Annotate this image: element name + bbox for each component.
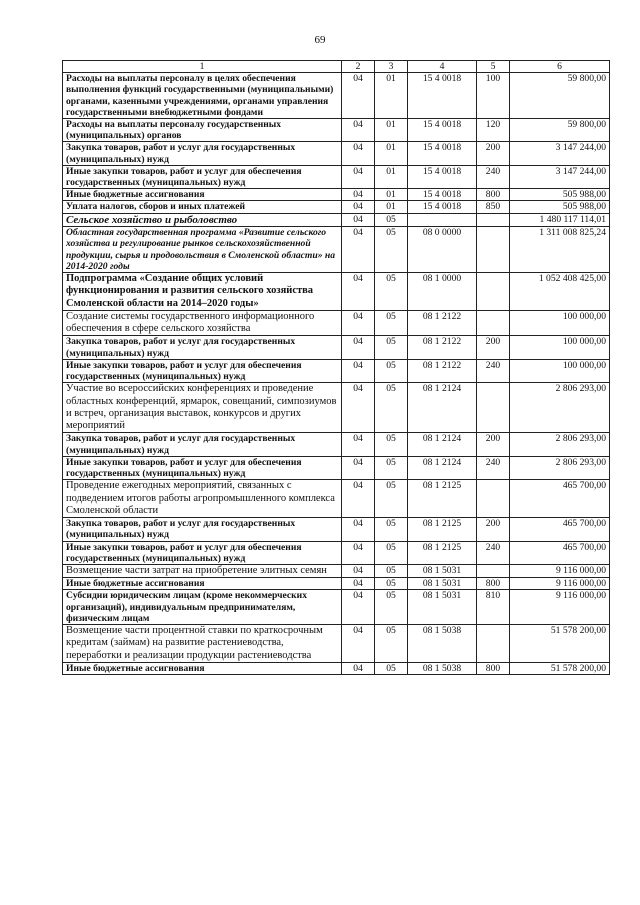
target-article-cell: 08 1 2125	[408, 518, 477, 541]
expense-type-cell: 200	[477, 336, 510, 359]
section-code-cell: 04	[342, 165, 375, 188]
section-code-cell: 04	[342, 119, 375, 142]
amount-cell: 1 311 008 825,24	[510, 227, 610, 273]
expense-name-cell: Иные закупки товаров, работ и услуг для обеспечения государственных (муниципальных) нужд	[63, 359, 342, 382]
expense-name-cell: Закупка товаров, работ и услуг для государственных (муниципальных) нужд	[63, 433, 342, 456]
target-article-cell: 15 4 0018	[408, 165, 477, 188]
table-row	[63, 564, 610, 577]
table-header-row	[63, 61, 610, 73]
target-article-cell	[408, 213, 477, 227]
table-row	[63, 73, 610, 119]
column-header-2: 2	[342, 61, 375, 73]
target-article-cell: 08 1 5031	[408, 590, 477, 625]
expense-type-cell: 240	[477, 359, 510, 382]
target-article-cell: 08 1 5031	[408, 564, 477, 577]
section-code-cell: 04	[342, 662, 375, 674]
section-code-cell: 04	[342, 541, 375, 564]
subsection-code-cell: 05	[375, 541, 408, 564]
section-code-cell: 04	[342, 518, 375, 541]
expense-name-cell: Возмещение части процентной ставки по краткосрочным кредитам (займам) на развитие растениеводства, переработки и реализации продукции растениеводства	[63, 625, 342, 663]
section-code-cell: 04	[342, 73, 375, 119]
table-row	[63, 272, 610, 310]
expense-name-cell: Уплата налогов, сборов и иных платежей	[63, 201, 342, 213]
section-code-cell: 04	[342, 433, 375, 456]
subsection-code-cell: 05	[375, 456, 408, 479]
column-header-5: 5	[477, 61, 510, 73]
column-header-3: 3	[375, 61, 408, 73]
section-code-cell: 04	[342, 201, 375, 213]
amount-cell: 9 116 000,00	[510, 578, 610, 590]
expense-type-cell	[477, 625, 510, 663]
column-header-6: 6	[510, 61, 610, 73]
expense-type-cell	[477, 227, 510, 273]
section-code-cell: 04	[342, 189, 375, 201]
amount-cell: 2 806 293,00	[510, 433, 610, 456]
section-code-cell: 04	[342, 383, 375, 433]
expense-name-cell: Сельское хозяйство и рыболовство	[63, 213, 342, 227]
expense-name-cell: Закупка товаров, работ и услуг для государственных (муниципальных) нужд	[63, 142, 342, 165]
target-article-cell: 15 4 0018	[408, 189, 477, 201]
expense-type-cell: 240	[477, 541, 510, 564]
amount-cell: 1 052 408 425,00	[510, 272, 610, 310]
expense-name-cell: Субсидии юридическим лицам (кроме некоммерческих организаций), индивидуальным предпринимателям, физическим лицам	[63, 590, 342, 625]
table-row	[63, 662, 610, 674]
expense-type-cell: 100	[477, 73, 510, 119]
expense-name-cell: Иные бюджетные ассигнования	[63, 662, 342, 674]
table-row	[63, 359, 610, 382]
expense-type-cell	[477, 213, 510, 227]
table-row	[63, 119, 610, 142]
amount-cell: 505 988,00	[510, 201, 610, 213]
target-article-cell: 08 1 5038	[408, 625, 477, 663]
expense-name-cell: Иные закупки товаров, работ и услуг для обеспечения государственных (муниципальных) нужд	[63, 456, 342, 479]
expense-type-cell: 120	[477, 119, 510, 142]
section-code-cell: 04	[342, 625, 375, 663]
subsection-code-cell: 01	[375, 142, 408, 165]
target-article-cell: 08 1 5038	[408, 662, 477, 674]
table-row	[63, 165, 610, 188]
table-row	[63, 383, 610, 433]
expense-name-cell: Закупка товаров, работ и услуг для государственных (муниципальных) нужд	[63, 336, 342, 359]
section-code-cell: 04	[342, 578, 375, 590]
amount-cell: 9 116 000,00	[510, 564, 610, 577]
section-code-cell: 04	[342, 272, 375, 310]
column-header-4: 4	[408, 61, 477, 73]
table-row	[63, 518, 610, 541]
column-header-1: 1	[63, 61, 342, 73]
table-row	[63, 189, 610, 201]
table-row	[63, 625, 610, 663]
section-code-cell: 04	[342, 456, 375, 479]
target-article-cell: 08 1 2124	[408, 433, 477, 456]
table-row	[63, 456, 610, 479]
expense-type-cell: 200	[477, 433, 510, 456]
target-article-cell: 08 1 5031	[408, 578, 477, 590]
table-row	[63, 578, 610, 590]
expense-name-cell: Закупка товаров, работ и услуг для государственных (муниципальных) нужд	[63, 518, 342, 541]
section-code-cell: 04	[342, 590, 375, 625]
subsection-code-cell: 05	[375, 625, 408, 663]
subsection-code-cell: 01	[375, 119, 408, 142]
expense-type-cell: 800	[477, 578, 510, 590]
amount-cell: 59 800,00	[510, 73, 610, 119]
expense-type-cell: 240	[477, 456, 510, 479]
expense-type-cell: 200	[477, 518, 510, 541]
table-row	[63, 480, 610, 518]
target-article-cell: 08 1 2125	[408, 541, 477, 564]
expense-name-cell: Участие во всероссийских конференциях и проведение областных конференций, ярмарок, совещаний, симпозиумов и встреч, организация выставок, конкурсов и других мероприятий	[63, 383, 342, 433]
table-row	[63, 213, 610, 227]
section-code-cell: 04	[342, 480, 375, 518]
amount-cell: 465 700,00	[510, 518, 610, 541]
target-article-cell: 08 0 0000	[408, 227, 477, 273]
amount-cell: 2 806 293,00	[510, 456, 610, 479]
amount-cell: 100 000,00	[510, 310, 610, 336]
target-article-cell: 08 1 2122	[408, 336, 477, 359]
target-article-cell: 08 1 2124	[408, 383, 477, 433]
table-row	[63, 590, 610, 625]
expense-type-cell	[477, 564, 510, 577]
subsection-code-cell: 05	[375, 227, 408, 273]
expense-name-cell: Подпрограмма «Создание общих условий функционирования и развития сельского хозяйства Смоленской области на 2014–2020 годы»	[63, 272, 342, 310]
expense-type-cell: 810	[477, 590, 510, 625]
subsection-code-cell: 05	[375, 433, 408, 456]
table-row	[63, 433, 610, 456]
table-row	[63, 336, 610, 359]
amount-cell: 505 988,00	[510, 189, 610, 201]
budget-table	[62, 60, 610, 675]
table-row	[63, 310, 610, 336]
amount-cell: 465 700,00	[510, 541, 610, 564]
subsection-code-cell: 01	[375, 201, 408, 213]
subsection-code-cell: 05	[375, 564, 408, 577]
target-article-cell: 08 1 2122	[408, 359, 477, 382]
expense-type-cell: 800	[477, 189, 510, 201]
target-article-cell: 15 4 0018	[408, 201, 477, 213]
amount-cell: 51 578 200,00	[510, 625, 610, 663]
amount-cell: 100 000,00	[510, 359, 610, 382]
expense-name-cell: Расходы на выплаты персоналу в целях обеспечения выполнения функций государственными (муниципальными) органами, казенными учреждениями, органами управления государственными внебюджетными фондами	[63, 73, 342, 119]
expense-type-cell: 850	[477, 201, 510, 213]
expense-name-cell: Расходы на выплаты персоналу государственных (муниципальных) органов	[63, 119, 342, 142]
table-row	[63, 227, 610, 273]
amount-cell: 51 578 200,00	[510, 662, 610, 674]
amount-cell: 465 700,00	[510, 480, 610, 518]
section-code-cell: 04	[342, 213, 375, 227]
expense-name-cell: Иные бюджетные ассигнования	[63, 578, 342, 590]
section-code-cell: 04	[342, 359, 375, 382]
section-code-cell: 04	[342, 227, 375, 273]
subsection-code-cell: 05	[375, 310, 408, 336]
amount-cell: 2 806 293,00	[510, 383, 610, 433]
subsection-code-cell: 05	[375, 383, 408, 433]
subsection-code-cell: 05	[375, 480, 408, 518]
subsection-code-cell: 05	[375, 590, 408, 625]
subsection-code-cell: 05	[375, 578, 408, 590]
amount-cell: 1 480 117 114,01	[510, 213, 610, 227]
expense-name-cell: Проведение ежегодных мероприятий, связанных с подведением итогов работы агропромышленного комплекса Смоленской области	[63, 480, 342, 518]
amount-cell: 9 116 000,00	[510, 590, 610, 625]
subsection-code-cell: 05	[375, 336, 408, 359]
amount-cell: 100 000,00	[510, 336, 610, 359]
expense-name-cell: Возмещение части затрат на приобретение элитных семян	[63, 564, 342, 577]
subsection-code-cell: 01	[375, 73, 408, 119]
table-row	[63, 201, 610, 213]
expense-type-cell: 240	[477, 165, 510, 188]
amount-cell: 3 147 244,00	[510, 142, 610, 165]
expense-name-cell: Создание системы государственного информационного обеспечения в сфере сельского хозяйства	[63, 310, 342, 336]
target-article-cell: 08 1 2124	[408, 456, 477, 479]
expense-type-cell: 800	[477, 662, 510, 674]
expense-name-cell: Иные бюджетные ассигнования	[63, 189, 342, 201]
subsection-code-cell: 05	[375, 359, 408, 382]
expense-type-cell	[477, 310, 510, 336]
subsection-code-cell: 05	[375, 518, 408, 541]
subsection-code-cell: 05	[375, 272, 408, 310]
target-article-cell: 15 4 0018	[408, 142, 477, 165]
section-code-cell: 04	[342, 564, 375, 577]
expense-name-cell: Иные закупки товаров, работ и услуг для обеспечения государственных (муниципальных) нужд	[63, 165, 342, 188]
expense-type-cell: 200	[477, 142, 510, 165]
table-row	[63, 142, 610, 165]
target-article-cell: 15 4 0018	[408, 73, 477, 119]
target-article-cell: 15 4 0018	[408, 119, 477, 142]
expense-type-cell	[477, 480, 510, 518]
section-code-cell: 04	[342, 310, 375, 336]
subsection-code-cell: 01	[375, 189, 408, 201]
amount-cell: 3 147 244,00	[510, 165, 610, 188]
page-number: 69	[314, 34, 326, 46]
target-article-cell: 08 1 2125	[408, 480, 477, 518]
expense-type-cell	[477, 383, 510, 433]
amount-cell: 59 800,00	[510, 119, 610, 142]
expense-type-cell	[477, 272, 510, 310]
subsection-code-cell: 01	[375, 165, 408, 188]
target-article-cell: 08 1 0000	[408, 272, 477, 310]
subsection-code-cell: 05	[375, 213, 408, 227]
section-code-cell: 04	[342, 336, 375, 359]
expense-name-cell: Областная государственная программа «Развитие сельского хозяйства и регулирование рынков сельскохозяйственной продукции, сырья и продовольствия в Смоленской области» на 2014-2020 годы	[63, 227, 342, 273]
subsection-code-cell: 05	[375, 662, 408, 674]
section-code-cell: 04	[342, 142, 375, 165]
target-article-cell: 08 1 2122	[408, 310, 477, 336]
expense-name-cell: Иные закупки товаров, работ и услуг для обеспечения государственных (муниципальных) нужд	[63, 541, 342, 564]
table-row	[63, 541, 610, 564]
